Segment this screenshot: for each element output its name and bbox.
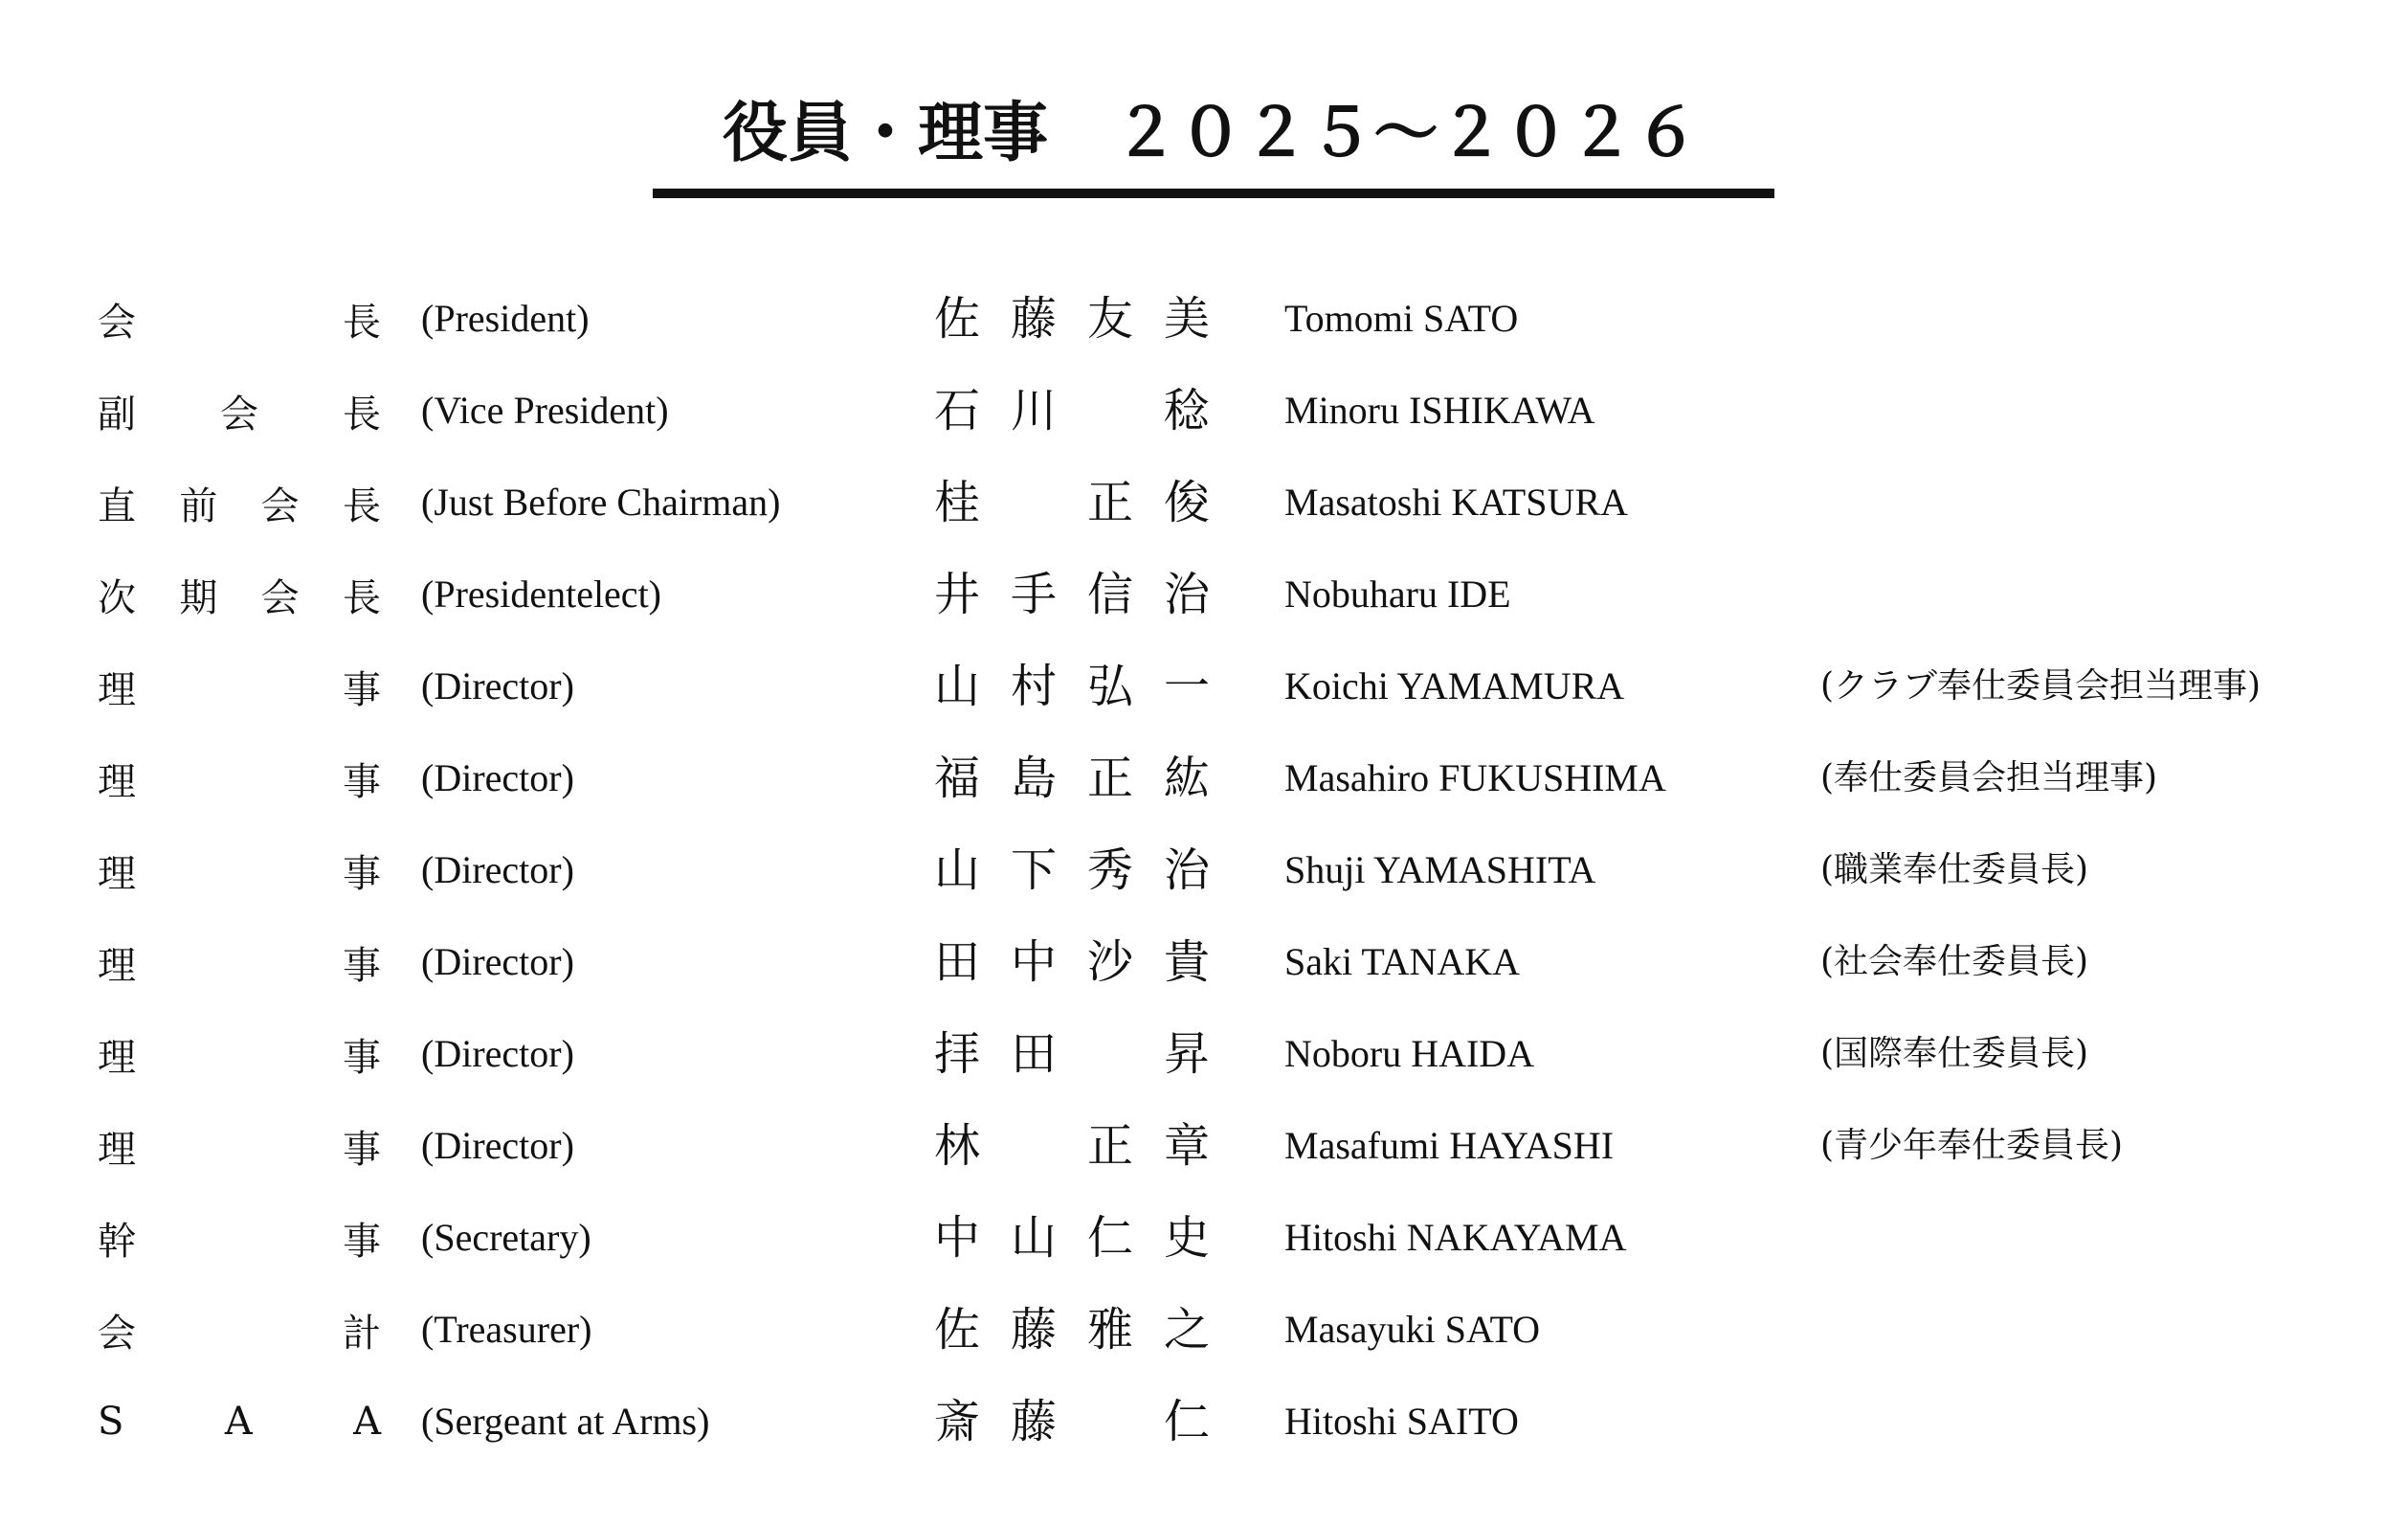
- role-char: 計: [343, 1311, 381, 1356]
- officer-row: [0, 566, 2408, 623]
- name-char: 桂: [933, 476, 980, 529]
- name-char: 稔: [1163, 384, 1210, 438]
- name-char: 治: [1163, 843, 1210, 897]
- committee-note: (クラブ奉仕委員会担当理事): [1820, 666, 2262, 706]
- name-char: [1081, 1393, 1139, 1450]
- name-en: Masatoshi KATSURA: [1284, 481, 1628, 524]
- committee-note: (職業奉仕委員長): [1820, 850, 2089, 889]
- role-char: 次: [98, 575, 136, 620]
- role-ja: [98, 1025, 381, 1083]
- committee-note: (国際奉仕委員長): [1820, 1034, 2089, 1073]
- name-char: 正: [1086, 1119, 1133, 1173]
- name-char: 紘: [1163, 752, 1210, 805]
- officer-row: [0, 382, 2408, 439]
- role-ja: [98, 750, 381, 807]
- role-en: (Secretary): [421, 1216, 591, 1259]
- name-char: 島: [1010, 752, 1057, 805]
- officer-row: [0, 750, 2408, 807]
- role-char: 事: [343, 759, 381, 804]
- name-char: 石: [933, 384, 980, 438]
- committee-note: (奉仕委員会担当理事): [1820, 758, 2158, 797]
- name-en: Minoru ISHIKAWA: [1284, 389, 1595, 432]
- name-char: 田: [1010, 1027, 1057, 1081]
- name-char: 山: [1010, 1211, 1057, 1265]
- name-en: Hitoshi NAKAYAMA: [1284, 1216, 1627, 1259]
- title-underline: [653, 189, 1774, 198]
- role-char: S: [98, 1400, 124, 1444]
- name-char: 中: [1010, 935, 1057, 989]
- name-char: 井: [933, 568, 980, 621]
- role-ja: [98, 1209, 381, 1267]
- role-ja: [98, 1393, 381, 1450]
- role-char: A: [353, 1400, 381, 1444]
- name-char: 雅: [1086, 1303, 1133, 1357]
- name-char: 俊: [1163, 476, 1210, 529]
- role-ja: [98, 842, 381, 899]
- name-en: Noboru HAIDA: [1284, 1032, 1535, 1075]
- role-char: A: [224, 1400, 253, 1444]
- name-char: [1005, 474, 1062, 531]
- name-char: 山: [933, 660, 980, 713]
- officer-row: [0, 1393, 2408, 1450]
- role-char: 事: [343, 851, 381, 896]
- officer-row: [0, 1301, 2408, 1358]
- name-char: 昇: [1163, 1027, 1210, 1081]
- role-en: (Treasurer): [421, 1308, 592, 1351]
- name-char: 弘: [1086, 660, 1133, 713]
- role-char: 長: [342, 483, 381, 528]
- name-ja: [928, 1393, 1217, 1450]
- name-ja: [928, 1301, 1217, 1358]
- role-ja: [98, 290, 381, 348]
- role-en: (Director): [421, 664, 574, 707]
- name-char: 章: [1163, 1119, 1210, 1173]
- role-char: 長: [342, 575, 381, 620]
- name-char: 下: [1010, 843, 1057, 897]
- name-char: 佐: [933, 292, 980, 346]
- role-en: (Director): [421, 848, 574, 891]
- officer-row: [0, 1025, 2408, 1083]
- role-char: 長: [343, 300, 381, 345]
- name-char: 貴: [1163, 935, 1210, 989]
- role-ja: [98, 1301, 381, 1358]
- role-char: 事: [343, 1127, 381, 1172]
- name-char: 山: [933, 843, 980, 897]
- officer-row: [0, 1117, 2408, 1175]
- role-char: 事: [343, 943, 381, 988]
- role-char: 会: [260, 575, 300, 620]
- page-title: 役員・理事 ２０２５～２０２６: [722, 96, 1699, 171]
- committee-note: (青少年奉仕委員長): [1820, 1126, 2124, 1165]
- name-ja: [928, 842, 1217, 899]
- name-ja: [928, 658, 1217, 715]
- name-char: 田: [933, 935, 980, 989]
- name-ja: [928, 566, 1217, 623]
- name-char: 正: [1086, 476, 1133, 529]
- name-ja: [928, 290, 1217, 348]
- name-char: 信: [1086, 568, 1133, 621]
- name-en: Saki TANAKA: [1284, 940, 1521, 983]
- role-char: 理: [98, 667, 136, 712]
- name-ja: [928, 1025, 1217, 1083]
- role-char: 直: [98, 483, 136, 528]
- role-char: 期: [179, 575, 218, 620]
- role-char: 幹: [98, 1219, 136, 1264]
- name-char: [1081, 382, 1139, 439]
- name-char: 仁: [1163, 1395, 1210, 1448]
- officer-row: [0, 658, 2408, 715]
- role-char: 事: [343, 667, 381, 712]
- role-char: 理: [98, 943, 136, 988]
- name-char: 林: [933, 1119, 980, 1173]
- committee-note: (社会奉仕委員長): [1820, 942, 2089, 981]
- name-char: 藤: [1010, 1303, 1057, 1357]
- name-char: [1005, 1117, 1062, 1175]
- name-ja: [928, 933, 1217, 991]
- name-char: 正: [1086, 752, 1133, 805]
- name-char: 手: [1010, 568, 1057, 621]
- name-char: 川: [1010, 384, 1057, 438]
- name-en: Tomomi SATO: [1284, 297, 1519, 340]
- role-en: (Sergeant at Arms): [421, 1400, 710, 1443]
- name-ja: [928, 1209, 1217, 1267]
- role-char: 副: [98, 392, 136, 437]
- name-ja: [928, 382, 1217, 439]
- role-en: (Director): [421, 940, 574, 983]
- name-en: Masafumi HAYASHI: [1284, 1124, 1615, 1167]
- name-char: 福: [933, 752, 980, 805]
- name-char: 藤: [1010, 1395, 1057, 1448]
- name-char: 村: [1010, 660, 1057, 713]
- name-char: 一: [1163, 660, 1210, 713]
- name-en: Masahiro FUKUSHIMA: [1284, 756, 1666, 799]
- name-en: Masayuki SATO: [1284, 1308, 1541, 1351]
- name-en: Shuji YAMASHITA: [1284, 848, 1596, 891]
- name-char: 友: [1086, 292, 1133, 346]
- role-ja: [98, 474, 381, 531]
- role-char: 事: [343, 1219, 381, 1264]
- role-char: 会: [220, 392, 258, 437]
- name-char: 之: [1163, 1303, 1210, 1357]
- officer-row: [0, 933, 2408, 991]
- name-char: 佐: [933, 1303, 980, 1357]
- name-char: 治: [1163, 568, 1210, 621]
- name-char: 拝: [933, 1027, 980, 1081]
- role-char: 理: [98, 759, 136, 804]
- role-char: 理: [98, 851, 136, 896]
- role-ja: [98, 1117, 381, 1175]
- role-char: 理: [98, 1035, 136, 1080]
- officer-row: [0, 1209, 2408, 1267]
- name-char: [1081, 1025, 1139, 1083]
- name-char: 沙: [1086, 935, 1133, 989]
- role-char: 会: [98, 300, 136, 345]
- role-en: (Just Before Chairman): [421, 481, 781, 524]
- name-char: 仁: [1086, 1211, 1133, 1265]
- role-en: (Director): [421, 1032, 574, 1075]
- name-char: 斎: [933, 1395, 980, 1448]
- role-char: 長: [343, 392, 381, 437]
- name-char: 秀: [1086, 843, 1133, 897]
- role-ja: [98, 933, 381, 991]
- role-en: (President): [421, 297, 590, 340]
- role-en: (Director): [421, 756, 574, 799]
- name-char: 美: [1163, 292, 1210, 346]
- role-ja: [98, 566, 381, 623]
- role-char: 前: [179, 483, 218, 528]
- officer-row: [0, 290, 2408, 348]
- role-ja: [98, 658, 381, 715]
- name-en: Nobuharu IDE: [1284, 572, 1511, 616]
- role-char: 理: [98, 1127, 136, 1172]
- name-char: 史: [1163, 1211, 1210, 1265]
- name-ja: [928, 474, 1217, 531]
- name-char: 中: [933, 1211, 980, 1265]
- name-char: 藤: [1010, 292, 1057, 346]
- role-en: (Presidentelect): [421, 572, 661, 616]
- role-en: (Director): [421, 1124, 574, 1167]
- role-char: 会: [260, 483, 300, 528]
- role-char: 会: [98, 1311, 136, 1356]
- role-ja: [98, 382, 381, 439]
- officer-row: [0, 474, 2408, 531]
- name-en: Hitoshi SAITO: [1284, 1400, 1519, 1443]
- role-char: 事: [343, 1035, 381, 1080]
- officer-row: [0, 842, 2408, 899]
- role-en: (Vice President): [421, 389, 669, 432]
- name-ja: [928, 1117, 1217, 1175]
- name-en: Koichi YAMAMURA: [1284, 664, 1625, 707]
- name-ja: [928, 750, 1217, 807]
